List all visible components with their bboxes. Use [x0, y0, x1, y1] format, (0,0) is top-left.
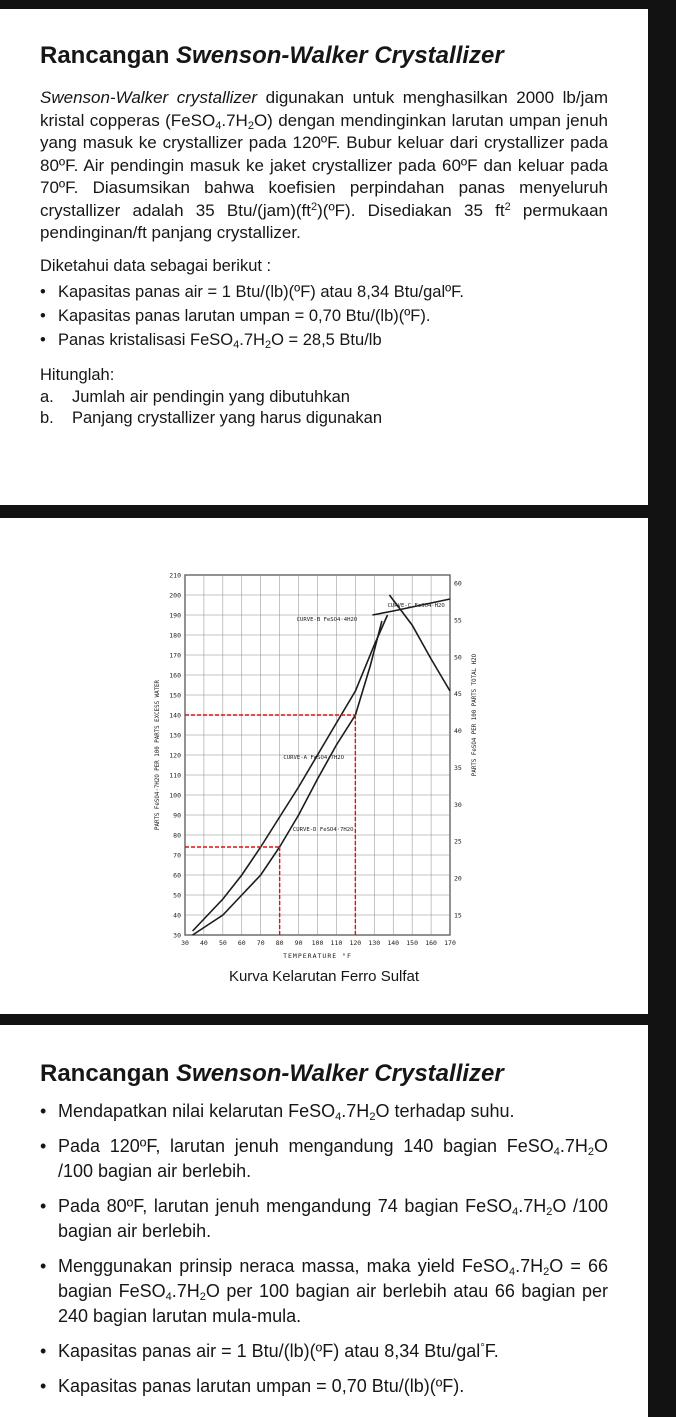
- y-tick-label: 120: [169, 751, 181, 760]
- y-tick-label: 70: [173, 851, 181, 860]
- x-tick-label: 110: [330, 939, 343, 947]
- x-tick-label: 80: [275, 939, 284, 947]
- list-item: • Menggunakan prinsip neraca massa, maka yield $FeSO_4.7H_2O = 66$ bagian $FeSO_4.7H_2O$ per 100 bagian air berlebih atau 66 bagian per 240 bagian larutan mula-mula.: [40, 1254, 608, 1329]
- y-tick-label: 180: [169, 631, 181, 640]
- y-tick-label: 170: [169, 651, 181, 660]
- y-right-tick-label: 30: [454, 800, 462, 809]
- series-label: CURVE-C FeSO4·H2O: [387, 603, 445, 609]
- y-tick-label: 190: [169, 611, 181, 620]
- y-right-tick-label: 40: [454, 727, 462, 736]
- known-data-list: [40, 280, 648, 352]
- list-item: • Pada 120ºF, larutan jenuh mengandung 140 bagian $FeSO_4.7H_2O$ /100 bagian air berlebih.: [40, 1134, 608, 1184]
- slide-solubility-chart: [0, 518, 648, 1014]
- y-right-tick-label: 35: [454, 763, 462, 772]
- calculate-list: [40, 387, 648, 429]
- y-tick-label: 210: [169, 571, 181, 580]
- series-line: [193, 621, 382, 935]
- x-tick-label: 120: [349, 939, 362, 947]
- y-right-axis-label: PARTS FeSO4 PER 100 PARTS TOTAL H2O: [472, 653, 478, 777]
- x-tick-label: 70: [256, 939, 265, 947]
- y-tick-label: 200: [169, 591, 181, 600]
- y-tick-label: 160: [169, 671, 181, 680]
- slide-title: Rancangan Swenson-Walker Crystallizer: [40, 42, 504, 69]
- list-item: • Kapasitas panas larutan umpan = 0,70 Btu/(lb)(ºF).: [40, 1374, 608, 1399]
- list-item: b. Panjang crystallizer yang harus digunakan: [40, 408, 383, 427]
- list-item: • Pada 80ºF, larutan jenuh mengandung 74 bagian $FeSO_4.7H_2O$ /100 bagian air berlebih.: [40, 1194, 608, 1244]
- y-tick-label: 90: [173, 811, 181, 820]
- x-tick-label: 40: [200, 939, 208, 947]
- y-tick-label: 50: [173, 891, 181, 900]
- y-right-tick-label: 15: [454, 911, 462, 920]
- list-item: • Mendapatkan nilai kelarutan $FeSO_4.7H_2O$ terhadap suhu.: [40, 1099, 608, 1124]
- y-axis-label: PARTS FeSO4·7H2O PER 100 PARTS EXCESS WATER: [155, 679, 161, 831]
- y-tick-label: 100: [169, 791, 181, 800]
- x-tick-label: 90: [294, 939, 303, 947]
- series-label: CURVE-B FeSO4·4H2O: [296, 617, 358, 623]
- x-tick-label: 130: [368, 939, 381, 947]
- solubility-chart: [150, 563, 480, 968]
- y-tick-label: 110: [169, 771, 181, 780]
- x-tick-label: 60: [237, 939, 246, 947]
- y-tick-label: 130: [169, 731, 181, 740]
- y-right-tick-label: 20: [454, 874, 462, 883]
- y-tick-label: 80: [173, 831, 181, 840]
- slide-solution: [0, 1025, 648, 1417]
- slide-title: Rancangan Swenson-Walker Crystallizer: [40, 1060, 504, 1087]
- x-tick-label: 100: [311, 939, 324, 947]
- list-item: a. Jumlah air pendingin yang dibutuhkan: [40, 387, 350, 406]
- x-axis-label: TEMPERATURE °F: [283, 952, 352, 960]
- y-tick-label: 60: [173, 871, 181, 880]
- y-tick-label: 150: [169, 691, 181, 700]
- series-label: CURVE-A FeSO4·7H2O: [283, 755, 345, 761]
- solubility-chart-svg: [150, 563, 480, 963]
- x-tick-label: 170: [444, 939, 456, 947]
- slide-problem-statement: [0, 9, 648, 505]
- solution-list: [40, 1099, 608, 1399]
- y-right-tick-label: 45: [454, 690, 462, 699]
- y-right-tick-label: 55: [454, 616, 462, 625]
- list-item: • Kapasitas panas air = 1 Btu/(lb)(ºF) atau 8,34 Btu/gal°F.: [40, 1339, 608, 1364]
- series-line: [193, 615, 388, 931]
- x-tick-label: 50: [218, 939, 227, 947]
- x-tick-label: 140: [387, 939, 400, 947]
- y-right-tick-label: 50: [454, 653, 462, 662]
- y-tick-label: 40: [173, 911, 181, 920]
- x-tick-label: 160: [425, 939, 437, 947]
- y-tick-label: 140: [169, 711, 181, 720]
- known-data-heading: Diketahui data sebagai berikut :: [40, 256, 272, 275]
- y-tick-label: 30: [173, 931, 181, 940]
- x-tick-label: 30: [181, 939, 189, 947]
- chart-caption: Kurva Kelarutan Ferro Sulfat: [228, 968, 420, 985]
- y-right-tick-label: 25: [454, 837, 462, 846]
- list-item: • Kapasitas panas air = 1 Btu/(lb)(ºF) atau 8,34 Btu/galºF.: [40, 280, 648, 304]
- series-label: CURVE-D FeSO4·7H2O: [292, 827, 354, 833]
- list-item: • Panas kristalisasi $FeSO_4.7H_2O = 28,5$ Btu/lb: [40, 328, 648, 352]
- problem-paragraph: Swenson-Walker crystallizer digunakan untuk menghasilkan 2000 lb/jam kristal copperas $(FeSO_4.7H_2O)$ dengan mendinginkan larutan umpan jenuh yang masuk ke crystallizer pada 120ºF. Bubur keluar dari crystallizer pada 80ºF. Air pendingin masuk ke jaket crystallizer pada 60ºF dan keluar pada 70ºF. Diasumsikan bahwa koefisien perpindahan panas menyeluruh crystallizer adalah 35 Btu/$(jam)(ft^2)(ºF)$. Disediakan 35 $ft^2$ permukaan pendinginan/ft panjang crystallizer.: [40, 88, 608, 242]
- calculate-heading: Hitunglah:: [40, 365, 115, 384]
- list-item: • Kapasitas panas larutan umpan = 0,70 Btu/(lb)(ºF).: [40, 304, 648, 328]
- y-right-tick-label: 60: [454, 579, 462, 588]
- x-tick-label: 150: [406, 939, 419, 947]
